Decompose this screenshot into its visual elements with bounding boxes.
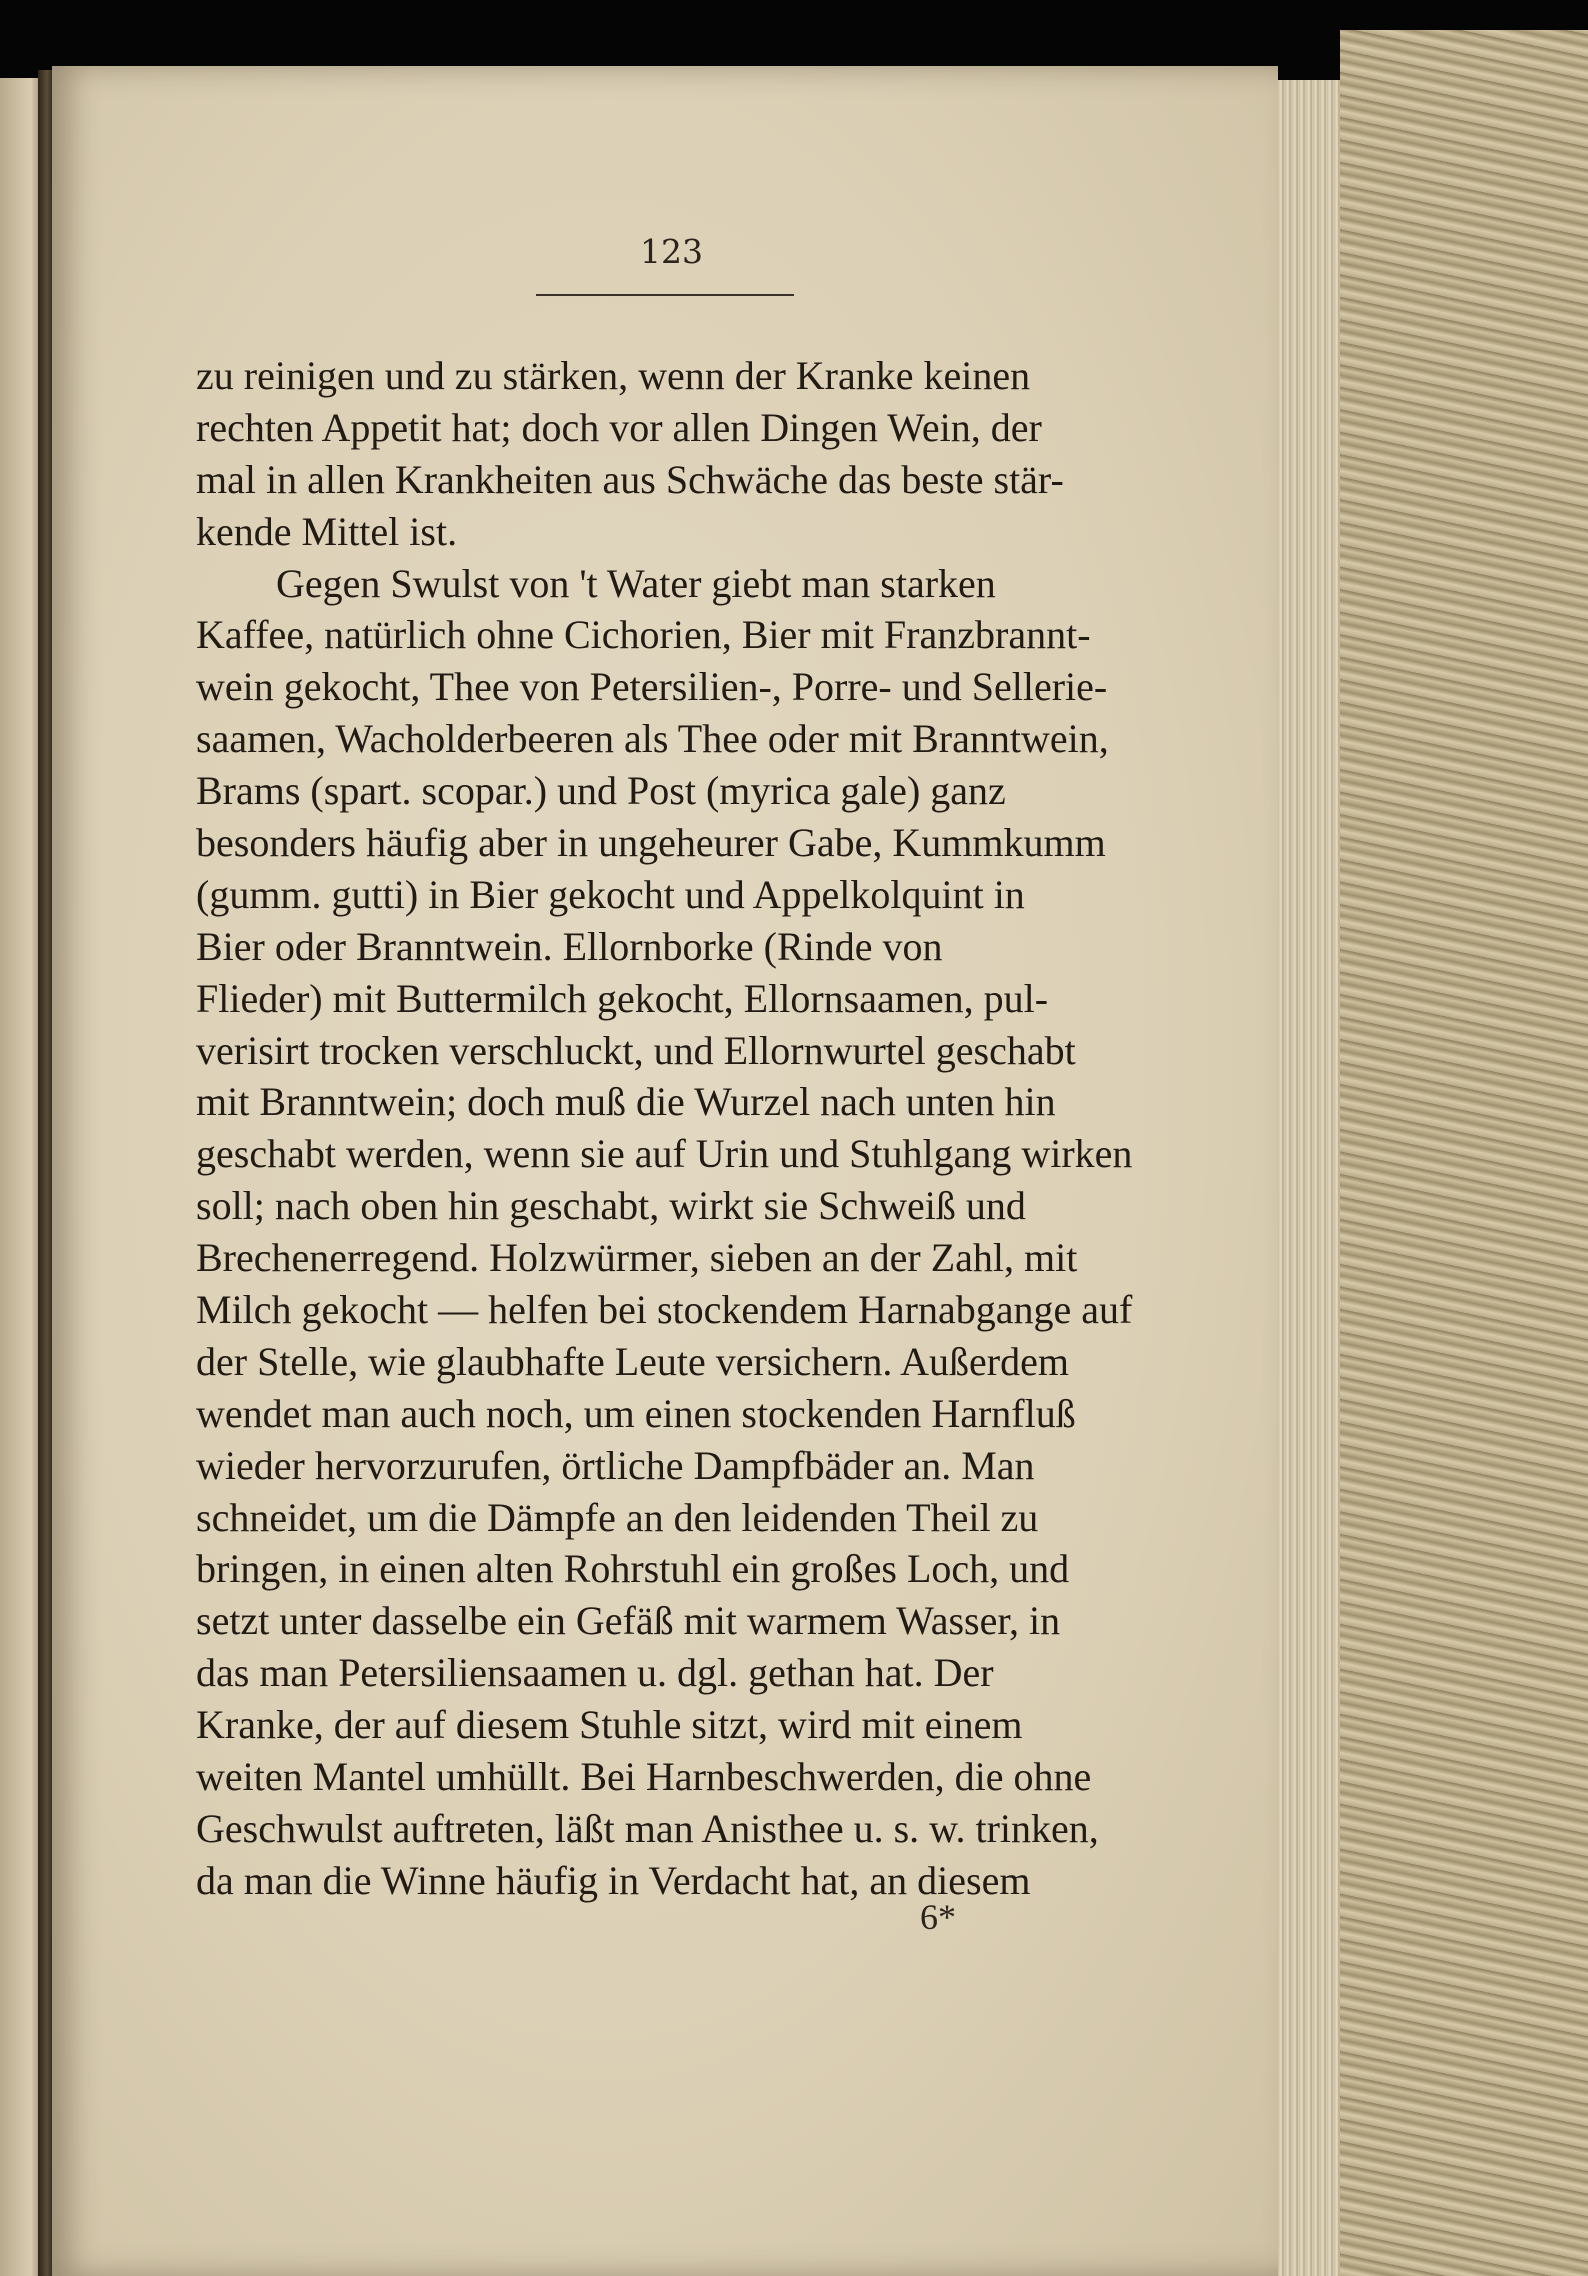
text-line: besonders häufig aber in ungeheurer Gabe, Kummkumm [196,820,1106,866]
text-line: wein gekocht, Thee von Petersilien-, Porre- und Sellerie- [196,664,1108,710]
text-line: setzt unter dasselbe ein Gefäß mit warmem Wasser, in [196,1598,1061,1644]
text-line: Milch gekocht — helfen bei stockendem Harnabgange auf [196,1287,1133,1333]
text-line: Brechenerregend. Holzwürmer, sieben an der Zahl, mit [196,1235,1078,1281]
text-line: geschabt werden, wenn sie auf Urin und Stuhlgang wirken [196,1131,1133,1177]
text-line: soll; nach oben hin geschabt, wirkt sie Schweiß und [196,1183,1026,1229]
text-line: da man die Winne häufig in Verdacht hat, an diesem [196,1857,1031,1903]
text-line: wieder hervorzurufen, örtliche Dampfbäder an. Man [196,1442,1035,1488]
page-number: 123 [640,232,703,271]
text-line: weiten Mantel umhüllt. Bei Harnbeschwerden, die ohne [196,1754,1092,1800]
signature-mark: 6* [920,1897,956,1937]
text-line: saamen, Wacholderbeeren als Thee oder mit Branntwein, [196,716,1109,762]
text-line: Bier oder Branntwein. Ellornborke (Rinde von [196,923,943,969]
text-line: mal in allen Krankheiten aus Schwäche das beste stär- [196,456,1064,502]
page-edges [1278,80,1340,2276]
text-line: mit Branntwein; doch muß die Wurzel nach unten hin [196,1079,1056,1125]
text-line: Gegen Swulst von 't Water giebt man starken [276,560,996,606]
text-line: Brams (spart. scopar.) und Post (myrica gale) ganz [196,768,1006,814]
book-cover [1340,30,1588,2276]
text-line: Geschwulst auftreten, läßt man Anisthee u. s. w. trinken, [196,1805,1099,1851]
body-text [196,350,1150,1907]
text-line: kende Mittel ist. [196,508,458,554]
text-line: rechten Appetit hat; doch vor allen Dingen Wein, der [196,404,1042,450]
text-line: bringen, in einen alten Rohrstuhl ein großes Loch, und [196,1546,1070,1592]
text-line: schneidet, um die Dämpfe an den leidenden Theil zu [196,1494,1039,1540]
text-line: Kranke, der auf diesem Stuhle sitzt, wird mit einem [196,1702,1023,1748]
text-line: zu reinigen und zu stärken, wenn der Kranke keinen [196,353,1031,398]
text-line: Kaffee, natürlich ohne Cichorien, Bier mit Franzbrannt- [196,612,1091,658]
text-line: verisirt trocken verschluckt, und Ellornwurtel geschabt [196,1027,1076,1073]
header-rule [536,294,794,296]
text-line: (gumm. gutti) in Bier gekocht und Appelkolquint in [196,871,1025,917]
text-line: wendet man auch noch, um einen stockenden Harnfluß [196,1390,1076,1436]
text-line: das man Petersiliensaamen u. dgl. gethan hat. Der [196,1650,994,1696]
text-line: der Stelle, wie glaubhafte Leute versichern. Außerdem [196,1338,1069,1384]
text-line: Flieder) mit Buttermilch gekocht, Ellornsaamen, pul- [196,975,1049,1021]
